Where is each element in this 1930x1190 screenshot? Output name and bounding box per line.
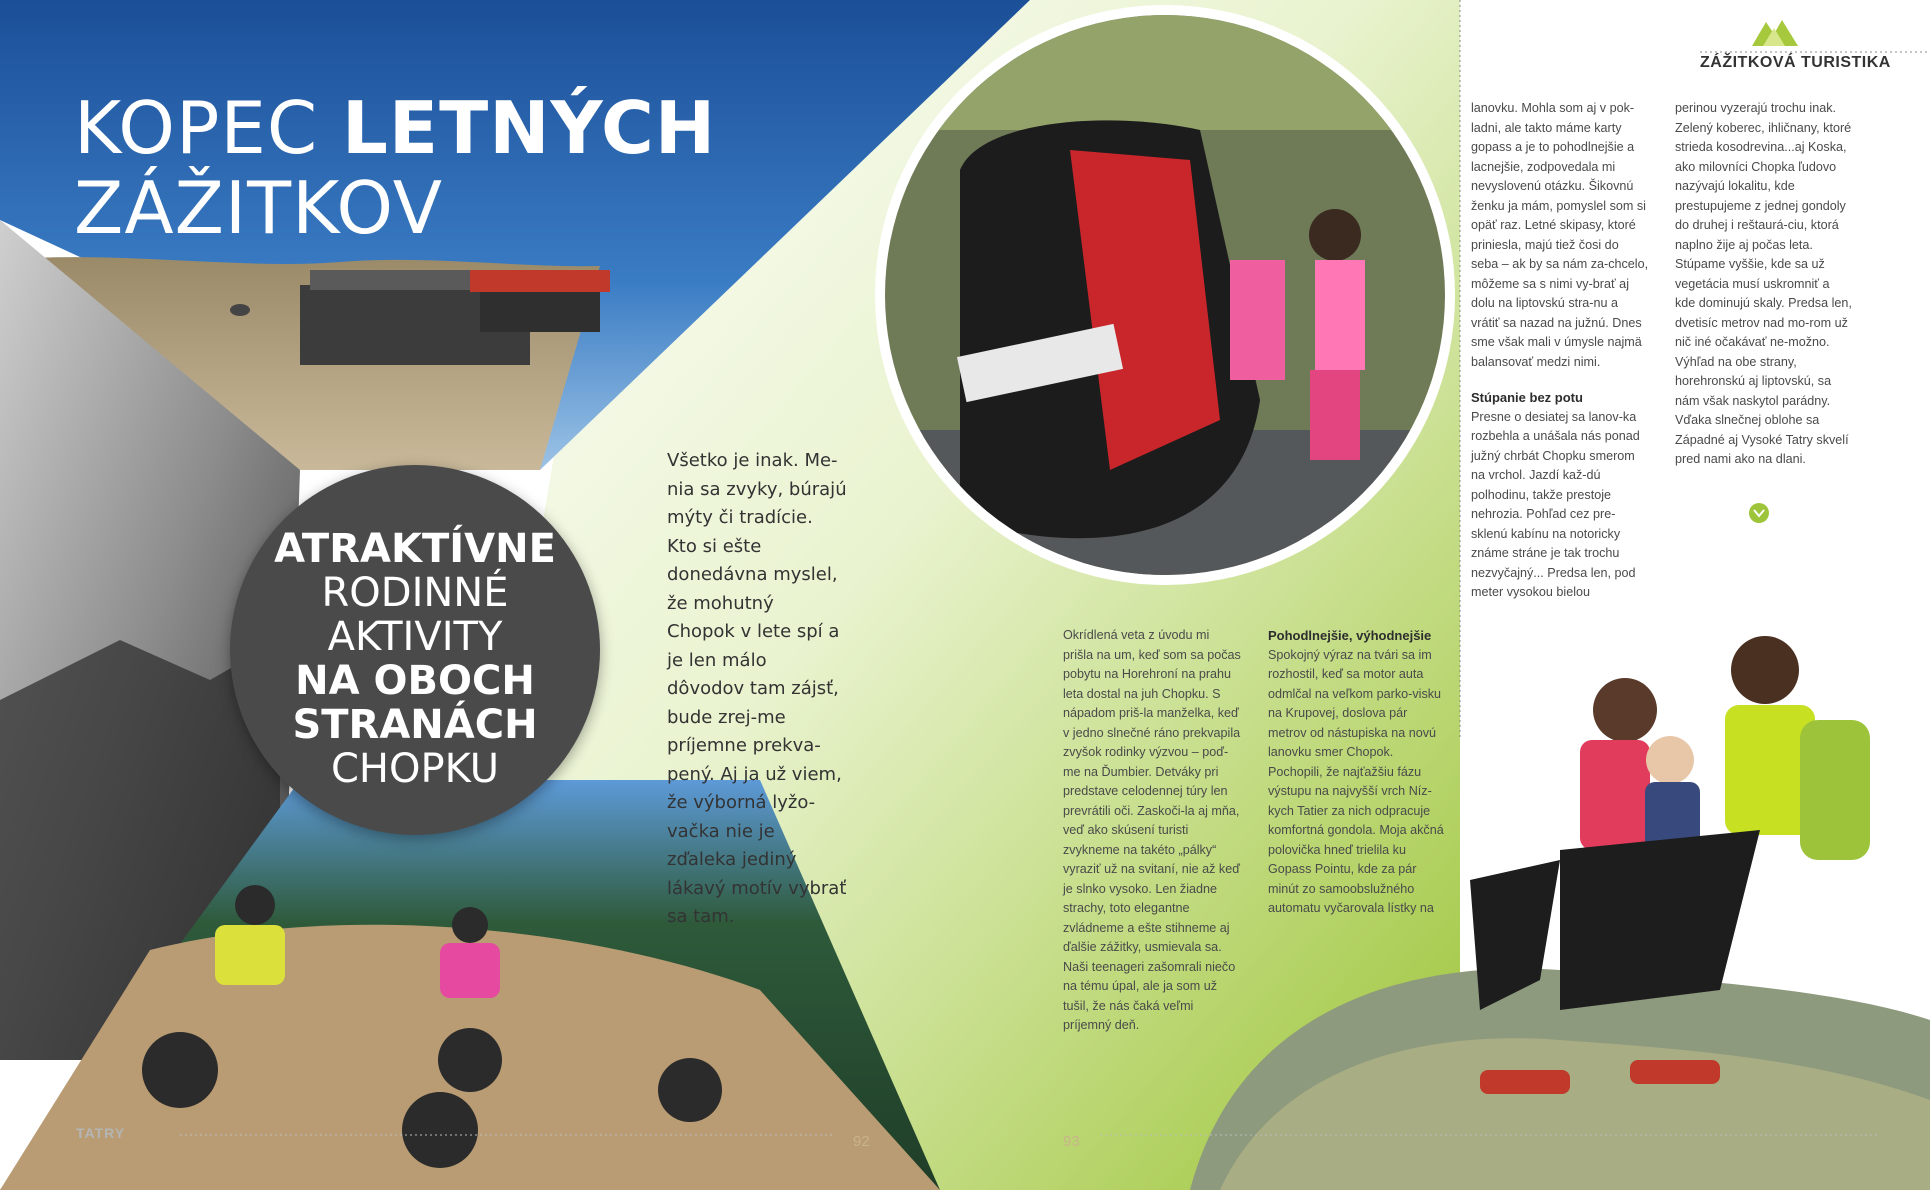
end-mark-icon (1748, 502, 1770, 524)
text-column-2 (1268, 626, 1446, 919)
column-3-text: lanovku. Mohla som aj v pok-ladni, ale takto máme karty gopass a je to pohodlnejšie a lacnejšie, zodpovedala mi nevyslovenú otázku. Šikovnú ženku ja mám, pomyslel som si opäť raz. Letné skipasy, ktoré priniesla, majú tiež čosi do seba – ak by sa nám za-chcelo, môžeme sa s nimi vy-brať aj dolu na liptovskú stra-nu a vrátiť sa nazad na južnú. Dnes sme však mali v úmysle najmä balansovať medzi nimi. (1471, 101, 1649, 369)
title-bold: LETNÝCH (342, 86, 717, 170)
highlight-badge (230, 465, 600, 835)
badge-line-1: ATRAKTÍVNE (274, 526, 556, 572)
article-title (74, 88, 716, 248)
page-number-right: 93 (1063, 1133, 1080, 1150)
page-number-left: 92 (853, 1133, 870, 1150)
footer-magazine-name: TATRY (76, 1125, 126, 1141)
title-light-2: ZÁŽITKOV (74, 166, 444, 250)
badge-line-5: STRANÁCH (292, 702, 538, 748)
badge-line-6: CHOPKU (330, 746, 500, 792)
column-2-heading: Pohodlnejšie, výhodnejšie (1268, 628, 1432, 643)
mountain-logo-icon (1752, 16, 1798, 46)
badge-line-3: AKTIVITY (327, 614, 503, 660)
column-3-heading: Stúpanie bez potu (1471, 390, 1583, 405)
text-column-4 (1675, 99, 1853, 470)
title-light-1: KOPEC (74, 86, 319, 170)
column-4-text: perinou vyzerajú trochu inak. Zelený koberec, ihličnany, ktoré strieda kosodrevina...aj Koska, ako milovníci Chopka ľudovo nazývajú lokalitu, kde prestupujeme z jednej gondoly do druhej i reštaurá-ciu, ktorá naplno žije aj počas leta. Stúpame vyššie, kde sa už vegetácia musí uskromniť a kde dominujú skaly. Predsa len, dvetisíc metrov nad mo-rom už nič iné očakávať ne-možno. Výhľad na obe strany, horehronskú aj liptovskú, sa nám však naskytol parádny. Vďaka slnečnej oblohe sa Západné aj Vysoké Tatry skvelí pred nami ako na dlani. (1675, 101, 1852, 466)
section-label: ZÁŽITKOVÁ TURISTIKA (1700, 54, 1891, 71)
column-2-text: Spokojný výraz na tvári sa im rozhostil, keď sa motor auta odmlčal na veľkom parko-visku na Krupovej, doslova pár metrov od nástupiska na novú lanovku smer Chopok. Pochopili, že najťažšiu fázu výstupu na najvyšší vrch Níz-kych Tatier za nich odpracuje komfortná gondola. Moja akčná polovička hneď trielila ku Gopass Pointu, kde za pár minút zo samoobslužného automatu vyčarovala lístky na (1268, 647, 1444, 915)
text-column-3 (1471, 99, 1649, 603)
column-1-text: Okrídlená veta z úvodu mi prišla na um, keď som sa počas pobytu na Horehroní na prahu leta dostal na juh Chopku. S nápadom priš-la manželka, keď v jedno slnečné ráno prekvapila zvyšok rodinky výzvou – poď-me na Ďumbier. Detváky pri predstave celodennej túry len prevrátili oči. Zaskoči-la aj mňa, veď ako skúsení turisti zvykneme na takéto „pálky“ vyraziť už na svitaní, nie až keď je slnko vysoko. Len žiadne strachy, toto elegantne zvládneme a ešte stihneme aj ďalšie zážitky, usmievala sa. Naši teenageri zašomrali niečo na tému úpal, ale ja som už tušil, že nás čaká veľmi príjemný deň. (1063, 628, 1241, 1032)
text-column-1 (1063, 626, 1241, 1036)
column-3-text-b: Presne o desiatej sa lanov-ka rozbehla a unášala nás ponad južný chrbát Chopku smerom na vrchol. Jazdí kaž-dú polhodinu, takže prestoje nehrozia. Pohľad cez pre-sklenú kabínu na notoricky známe stráne je tak trochu nezvyčajný... Predsa len, pod meter vysokou bielou (1471, 409, 1640, 599)
badge-line-4: NA OBOCH (295, 658, 535, 704)
intro-paragraph: Všetko je inak. Me-nia sa zvyky, búrajú mýty či tradície. Kto si ešte donedávna myslel, že mohutný Chopok v lete spí a je len málo dôvodov tam zájsť, bude zrej-me príjemne prekva-pený. Aj ja už viem, že výborná lyžo-vačka nie je zďaleka jediný lákavý motív vybrať sa tam. (667, 450, 847, 927)
badge-line-2: RODINNÉ (321, 570, 509, 616)
